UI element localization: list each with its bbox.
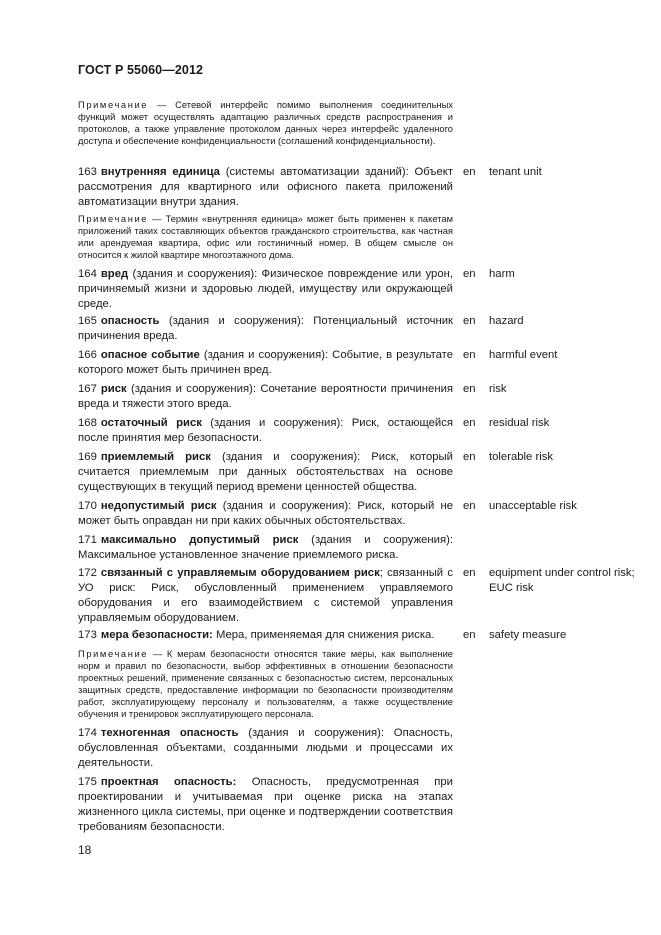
term-name: остаточный риск [100, 417, 202, 429]
term-167 [78, 382, 638, 412]
term-english: tolerable risk [489, 451, 554, 463]
term-definition: (здания и сооружения): Опасность, обусловленная объектами, созданными людьми и процессами их деятельности. [78, 727, 453, 770]
note-label: Примечание [78, 214, 149, 224]
term-lang: en [463, 166, 476, 178]
note-network-interface [78, 99, 638, 147]
term-name: проектная опасность: [100, 776, 237, 788]
term-lang: en [463, 383, 476, 395]
term-name: связанный с управляемым оборудованием риск [100, 567, 380, 579]
term-definition: (здания и сооружения): Риск, который считается приемлемым при данных обстоятельствах на основе существующих в текущий период времени ценностей общества. [78, 451, 453, 494]
term-name: вред [100, 268, 129, 280]
term-definition: (здания и сооружения): Максимальное установленное значение приемлемого риска. [78, 534, 453, 562]
term-lang: en [463, 417, 476, 429]
page-number: 18 [78, 843, 92, 857]
term-175 [78, 775, 638, 835]
term-173 [78, 628, 638, 643]
term-number: 164 [78, 268, 97, 280]
term-english: harm [489, 268, 515, 280]
term-definition: (здания и сооружения): Физическое повреждение или урон, причиняемый жизни и здоровью людей, имуществу или окружающей среде. [78, 268, 453, 311]
note-text: — К мерам безопасности относятся такие меры, как выполнение норм и правил по безопасности, выбор эффективных в отношении безопасности проектных решений, применение связанных с безопасностью систем, персональных защитных средств, предоставление информации по безопасности производителям работ, эксплуатирующему персоналу и пользователям, а также осуществление обучения и тренировок эксплуатирующего персонала. [78, 649, 453, 719]
note-text: — Термин «внутренняя единица» может быть применен к пакетам приложений таких составляющих объектов гражданского строительства, как частная или арендуемая квартира, офис или гостиничный номер. В общем смысле он относится к жилой квартире многоэтажного дома. [78, 214, 453, 260]
term-english: residual risk [489, 417, 550, 429]
term-definition: (здания и сооружения): Сочетание вероятности причинения вреда и тяжести этого вреда. [78, 383, 453, 411]
term-english: safety measure [489, 629, 567, 641]
term-english: risk [489, 383, 507, 395]
term-name: приемлемый риск [100, 451, 211, 463]
term-definition: (системы автоматизации зданий): Объект рассмотрения для квартирного или офисного пакета приложений автоматизации внутри здания. [78, 166, 453, 209]
term-170 [78, 499, 638, 529]
note-tenant-unit [78, 213, 638, 261]
term-number: 174 [78, 727, 97, 739]
note-label: Примечание [78, 100, 149, 110]
term-number: 170 [78, 500, 97, 512]
term-number: 171 [78, 534, 97, 546]
term-name: техногенная опасность [100, 727, 239, 739]
term-number: 168 [78, 417, 97, 429]
term-number: 166 [78, 349, 97, 361]
note-text: — Сетевой интерфейс помимо выполнения соединительных функций может осуществлять адаптацию различных средств распространения и протоколов, а также управление протоколом данных через интерфейс удаленного доступа и обеспечение конфиденциальности (соглашений конфиденциальности). [78, 100, 453, 146]
term-english: harmful event [489, 349, 558, 361]
term-english: hazard [489, 315, 524, 327]
term-name: максимально допустимый риск [100, 534, 299, 546]
note-label: Примечание [78, 649, 149, 659]
term-number: 172 [78, 567, 97, 579]
term-number: 175 [78, 776, 97, 788]
term-definition: Опасность, предусмотренная при проектировании и учитываемая при оценке риска на этапах жизненного цикла системы, при оценке и подтверждении соответствия требованиям безопасности. [78, 776, 453, 834]
term-174 [78, 726, 638, 771]
term-lang: en [463, 268, 476, 280]
term-164 [78, 267, 638, 312]
term-number: 165 [78, 315, 97, 327]
term-number: 173 [78, 629, 97, 641]
term-168 [78, 416, 638, 446]
term-171 [78, 533, 638, 563]
term-name: недопустимый риск [100, 500, 217, 512]
term-definition: (здания и сооружения): Событие, в результате которого может быть причинен вред. [78, 349, 453, 377]
term-165 [78, 314, 638, 344]
term-english: unacceptable risk [489, 500, 577, 512]
term-name: мера безопасности: [100, 629, 213, 641]
term-163 [78, 165, 638, 210]
document-header: ГОСТ Р 55060—2012 [78, 63, 204, 77]
term-172 [78, 566, 638, 626]
term-name: опасность [100, 315, 160, 327]
term-166 [78, 348, 638, 378]
term-lang: en [463, 567, 476, 579]
term-number: 167 [78, 383, 97, 395]
term-lang: en [463, 451, 476, 463]
term-name: риск [100, 383, 127, 395]
term-number: 169 [78, 451, 97, 463]
term-definition: (здания и сооружения): Риск, который не может быть оправдан ни при каких обычных обстоятельствах. [78, 500, 453, 528]
term-english: tenant unit [489, 166, 542, 178]
term-definition: ; связанный с УО риск: Риск, обусловленный применением управляемого оборудования и его взаимодействием с системой управления управляемым оборудованием. [78, 567, 453, 625]
term-definition: Мера, применяемая для снижения риска. [212, 629, 435, 641]
term-169 [78, 450, 638, 495]
term-lang: en [463, 500, 476, 512]
note-safety-measure [78, 648, 638, 720]
term-definition: (здания и сооружения): Потенциальный источник причинения вреда. [78, 315, 453, 343]
term-name: опасное событие [100, 349, 200, 361]
term-english: equipment under control risk; EUC risk [489, 567, 635, 595]
term-lang: en [463, 349, 476, 361]
term-number: 163 [78, 166, 97, 178]
term-lang: en [463, 315, 476, 327]
term-name: внутренняя единица [100, 166, 220, 178]
term-lang: en [463, 629, 476, 641]
term-definition: (здания и сооружения): Риск, остающейся после принятия мер безопасности. [78, 417, 453, 445]
